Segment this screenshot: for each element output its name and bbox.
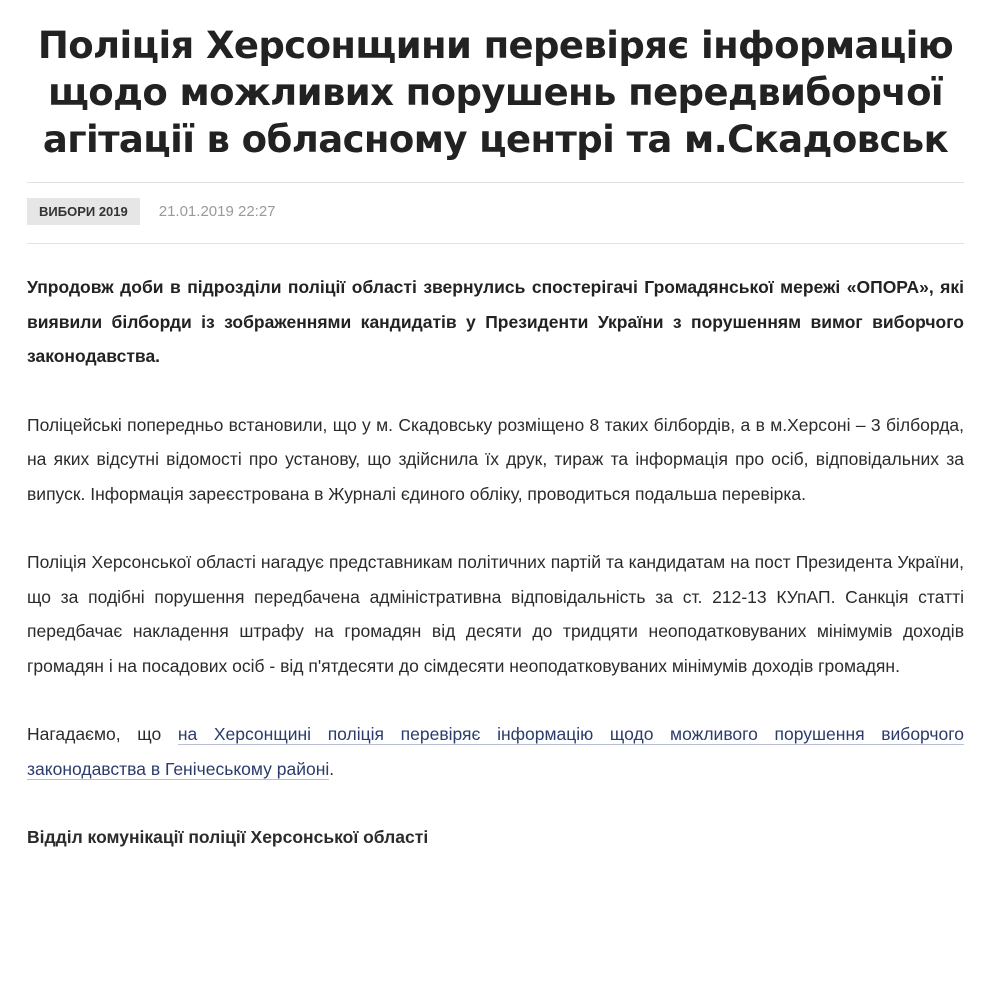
article: [27, 0, 964, 855]
reminder-paragraph: [27, 717, 964, 786]
signature: Відділ комунікації поліції Херсонської області: [27, 827, 429, 847]
reminder-suffix: .: [329, 758, 335, 779]
article-title: Поліція Херсонщини перевіряє інформацію щодо можливих порушень передвиборчої агітації в обласному центрі та м.Скадовськ: [37, 24, 954, 161]
article-body: [27, 270, 964, 855]
article-meta: [27, 182, 964, 244]
reminder-prefix: Нагадаємо, що: [27, 724, 178, 744]
paragraph-1: Поліцейські попередньо встановили, що у м. Скадовську розміщено 8 таких білбордів, а в м.Херсоні – 3 білборда, на яких відсутні відомості про установу, що здійснила їх друк, тираж та інформація про осіб, відповідальних за випуск. Інформація зареєстрована в Журналі єдиного обліку, проводиться подальша перевірка.: [27, 414, 964, 504]
publish-date: 21.01.2019 22:27: [158, 203, 276, 220]
related-article-link[interactable]: на Херсонщині поліція перевіряє інформацію щодо можливого порушення виборчого законодавства в Генічеському районі: [27, 724, 964, 779]
category-tag[interactable]: ВИБОРИ 2019: [27, 198, 140, 225]
paragraph-2: Поліція Херсонської області нагадує представникам політичних партій та кандидатам на пост Президента України, що за подібні порушення передбачена адміністративна відповідальність за ст. 212-13 КУпАП. Санкція статті передбачає накладення штрафу на громадян від десяти до тридцяти неоподатковуваних мінімумів доходів громадян і на посадових осіб - від п'ятдесяти до сімдесяти неоподатковуваних мінімумів доходів громадян.: [27, 552, 964, 676]
lead-paragraph: Упродовж доби в підрозділи поліції області звернулись спостерігачі Громадянської мережі «ОПОРА», які виявили білборди із зображеннями кандидатів у Президенти України з порушенням вимог виборчого законодавства.: [27, 277, 964, 366]
